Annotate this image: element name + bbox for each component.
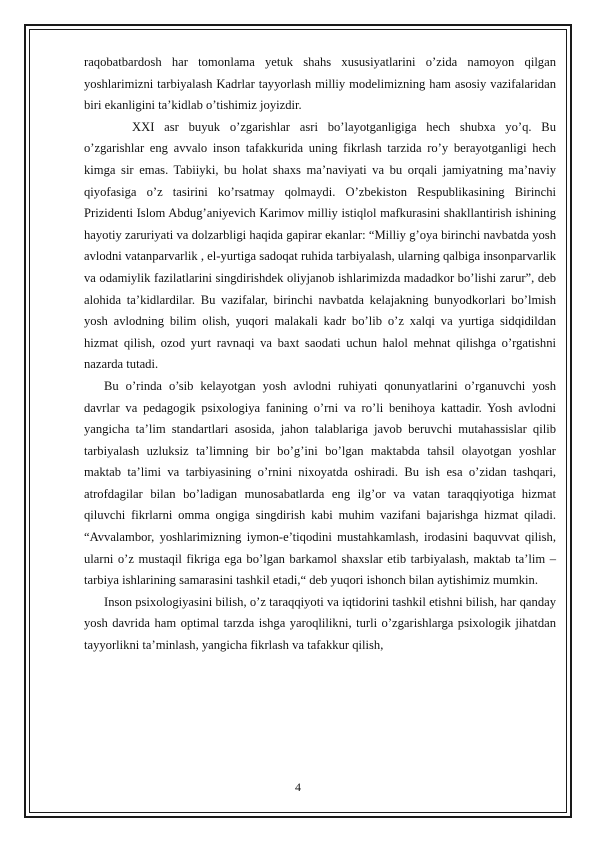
paragraph-4: Inson psixologiyasini bilish, o’z taraqqiyoti va iqtidorini tashkil etishni bilish, har qanday yosh davrida ham optimal tarzda ishga yaroqlilikni, turli o’zgarishlarga psixologik jihatdan tayyorlikni ta’minlash, yangicha fikrlash va tafakkur qilish, — [84, 594, 556, 653]
paragraph-3: Bu o’rinda o’sib kelayotgan yosh avlodni ruhiyati qonunyatlarini o’rganuvchi yosh davrlar va pedagogik psixologiya fanining o’rni va ro’li benihoya kattadir. Yosh avlodni yangicha ta’lim standartlari asosida, jahon talablariga javob beruvchi mutahassislar qilib tarbiyalash uzluksiz ta’limning bir bo’g’ini bo’lgan maktabda tahsil olayotgan yoshlar maktab ta’limi va tarbiyasining o’rnini nixoyatda oshiradi. Bu ish esa o’zidan tashqari, atrofdagilar bilan bo’ladigan munosabatlarda eng ilg’or va vatan taraqqiyotiga hizmat qiluvchi fikrlarni omma ongiga singdirish kabi muhim vazifani bajarishga hizmat qiladi. “Avvalambor, yoshlarimizning iymon-e’tiqodini mustahkamlash, irodasini baquvvat qilish, ularni o’z mustaqil fikriga ega bo’lgan barkamol shaxslar etib tarbiyalash, maktab ta’lim – tarbiya ishlarining samarasini tashkil etadi,“ deb yuqori ishonch bilan aytishimiz mumkin. — [84, 378, 556, 588]
paragraph-2: XXI asr buyuk o’zgarishlar asri bo’layotganligiga hech shubxa yo’q. Bu o’zgarishlar eng avvalo inson tafakkurida uning fikrlash tarzida ro’y berayotganligi hech kimga sir emas. Tabiiyki, bu holat shaxs ma’naviyati va bu orqali jamiyatning ma’naviy qiyofasiga o’z tasirini ko’rsatmay qolmaydi. O’zbekiston Respublikasining Birinchi Prizidenti Islom Abdug’aniyevich Karimov milliy istiqlol mafkurasini shakllantirish ishining hayotiy zaruriyati va dolzarbligi haqida gapirar ekanlar: “Milliy g’oya birinchi navbatda yosh avlodni vatanparvarlik , el-yurtiga sadoqat ruhida tarbiyalash, ularning qalbiga insonparvarlik va odamiylik fazilatlarini singdirishdek oliyjanob ishlarimizda madadkor bo’lishi zarur”, deb alohida ta’kidlardilar. Bu vazifalar, birinchi navbatda kelajakning bunyodkorlari bo’lmish yosh avlodning bilim olish, yuqori malakali kadr bo’lib o’z xalqi va yurtiga sidqidildan hizmat qilish, ozod yurt ravnaqi va baxt saodati uchun halol mehnat qilishga o’rgatishni nazarda tutadi. — [84, 119, 556, 372]
document-body — [84, 52, 556, 657]
paragraph-1: raqobatbardosh har tomonlama yetuk shahs xususiyatlarini o’zida namoyon qilgan yoshlarimizni tarbiyalash Kadrlar tayyorlash milliy modelimizning ham asosiy vazifalaridan biri ekanligini ta’kidlab o’tishimiz joyizdir. — [84, 55, 556, 113]
page-number: 4 — [295, 780, 301, 794]
